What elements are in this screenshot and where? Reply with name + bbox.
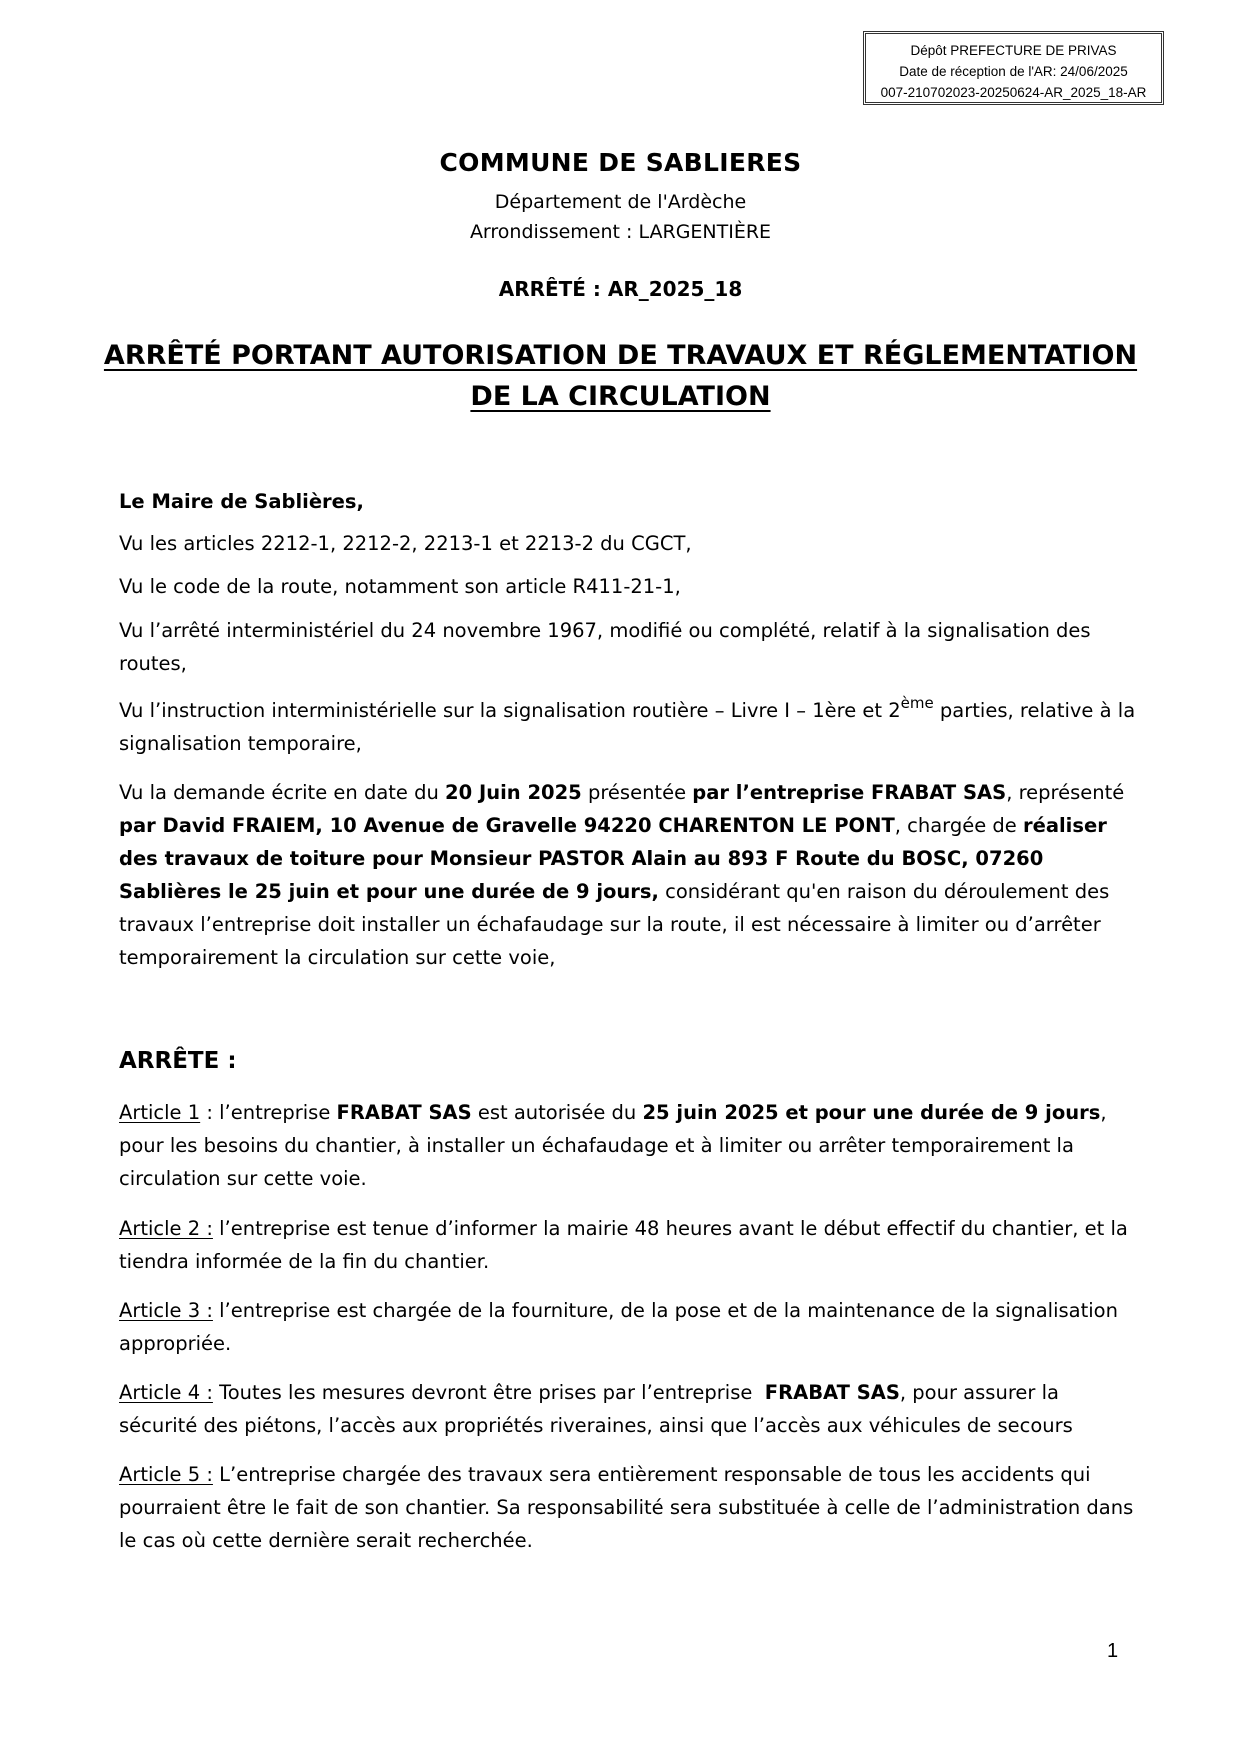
- demande-text-1: Vu la demande écrite en date du: [119, 781, 446, 804]
- demande-text-5: considérant qu'en raison du déroulement des travaux l’entreprise doit installer un échafaudage sur la route, il est nécessaire à limiter ou d’arrêter temporairement la circulation sur cette voie,: [119, 880, 1110, 969]
- article-1-text-1: : l’entreprise: [200, 1101, 337, 1124]
- article-3-text: l’entreprise est chargée de la fourniture, de la pose et de la maintenance de la signalisation appropriée.: [119, 1299, 1118, 1355]
- article-2-text: l’entreprise est tenue d’informer la mairie 48 heures avant le début effectif du chantier, et la tiendra informée de la fin du chantier.: [119, 1217, 1128, 1273]
- demande-date: 20 Juin 2025: [445, 781, 582, 804]
- demande-text-4: , chargée de: [894, 814, 1023, 837]
- visa-cgct: Vu les articles 2212-1, 2212-2, 2213-1 et 2213-2 du CGCT,: [119, 532, 692, 555]
- arrete-heading: ARRÊTE :: [119, 1048, 237, 1074]
- visa-instruction-text-1: Vu l’instruction interministérielle sur la signalisation routière – Livre I – 1ère et 2: [119, 699, 901, 722]
- superscript-eme: ème: [900, 694, 934, 712]
- stamp-line-date: Date de réception de l'AR: 24/06/2025: [899, 64, 1128, 79]
- visa-demande: [119, 776, 1139, 974]
- article-1-text-3: , pour les besoins du chantier, à installer un échafaudage et à limiter ou arrêter temporairement la circulation sur cette voie.: [119, 1101, 1107, 1190]
- article-4-text-2: , pour assurer la sécurité des piétons, l’accès aux propriétés riveraines, ainsi que l’accès aux véhicules de secours: [119, 1381, 1073, 1437]
- article-1-label: Article 1: [119, 1101, 201, 1124]
- visa-instruction-text-2: parties, relative à la signalisation temporaire,: [119, 699, 1136, 755]
- document-title: [0, 335, 1241, 417]
- article-4-entreprise: FRABAT SAS: [764, 1381, 900, 1404]
- arrete-number: ARRÊTÉ : AR_2025_18: [498, 277, 743, 301]
- arrondissement-line: Arrondissement : LARGENTIÈRE: [469, 221, 772, 243]
- article-5: [119, 1458, 1139, 1557]
- departement-line: Département de l'Ardèche: [494, 191, 747, 213]
- article-1-entreprise: FRABAT SAS: [336, 1101, 472, 1124]
- commune-name: COMMUNE DE SABLIERES: [439, 148, 802, 177]
- demande-travaux: réaliser des travaux de toiture pour Monsieur PASTOR Alain au 893 F Route du BOSC, 07260 Sablières le 25 juin et pour une durée de 9 jours,: [119, 814, 1107, 903]
- demande-entreprise: par l’entreprise FRABAT SAS: [692, 781, 1007, 804]
- article-4-label: Article 4 :: [119, 1381, 213, 1404]
- article-5-text: L’entreprise chargée des travaux sera entièrement responsable de tous les accidents qui pourraient être le fait de son chantier. Sa responsabilité sera substituée à celle de l’administration dans le cas où cette dernière serait recherchée.: [119, 1463, 1134, 1552]
- demande-representant: par David FRAIEM, 10 Avenue de Gravelle 94220 CHARENTON LE PONT: [119, 814, 895, 837]
- page-number: 1: [1107, 1640, 1119, 1662]
- demande-text-2: présentée: [581, 781, 693, 804]
- article-3: [119, 1294, 1139, 1360]
- maire-heading: Le Maire de Sablières,: [119, 490, 364, 513]
- article-3-label: Article 3 :: [119, 1299, 213, 1322]
- visa-code-route: Vu le code de la route, notamment son article R411-21-1,: [119, 575, 681, 598]
- title-line-2: DE LA CIRCULATION: [470, 381, 771, 412]
- article-1-period: 25 juin 2025 et pour une durée de 9 jours: [642, 1101, 1101, 1124]
- stamp-line-depot: Dépôt PREFECTURE DE PRIVAS: [910, 43, 1117, 58]
- visa-instruction-signalisation: [119, 694, 1139, 760]
- stamp-line-reference: 007-210702023-20250624-AR_2025_18-AR: [880, 85, 1147, 100]
- article-1-text-2: est autorisée du: [471, 1101, 643, 1124]
- article-1: [119, 1096, 1139, 1195]
- visa-arrete-1967: Vu l’arrêté interministériel du 24 novembre 1967, modifié ou complété, relatif à la signalisation des routes,: [119, 619, 1091, 675]
- demande-text-3: , représenté: [1006, 781, 1125, 804]
- title-line-1: ARRÊTÉ PORTANT AUTORISATION DE TRAVAUX ET RÉGLEMENTATION: [103, 340, 1138, 371]
- article-2: [119, 1212, 1139, 1278]
- article-4: [119, 1376, 1139, 1442]
- article-2-label: Article 2 :: [119, 1217, 213, 1240]
- prefecture-receipt-stamp: [863, 31, 1164, 105]
- article-4-text-1: Toutes les mesures devront être prises par l’entreprise: [212, 1381, 765, 1404]
- article-5-label: Article 5 :: [119, 1463, 213, 1486]
